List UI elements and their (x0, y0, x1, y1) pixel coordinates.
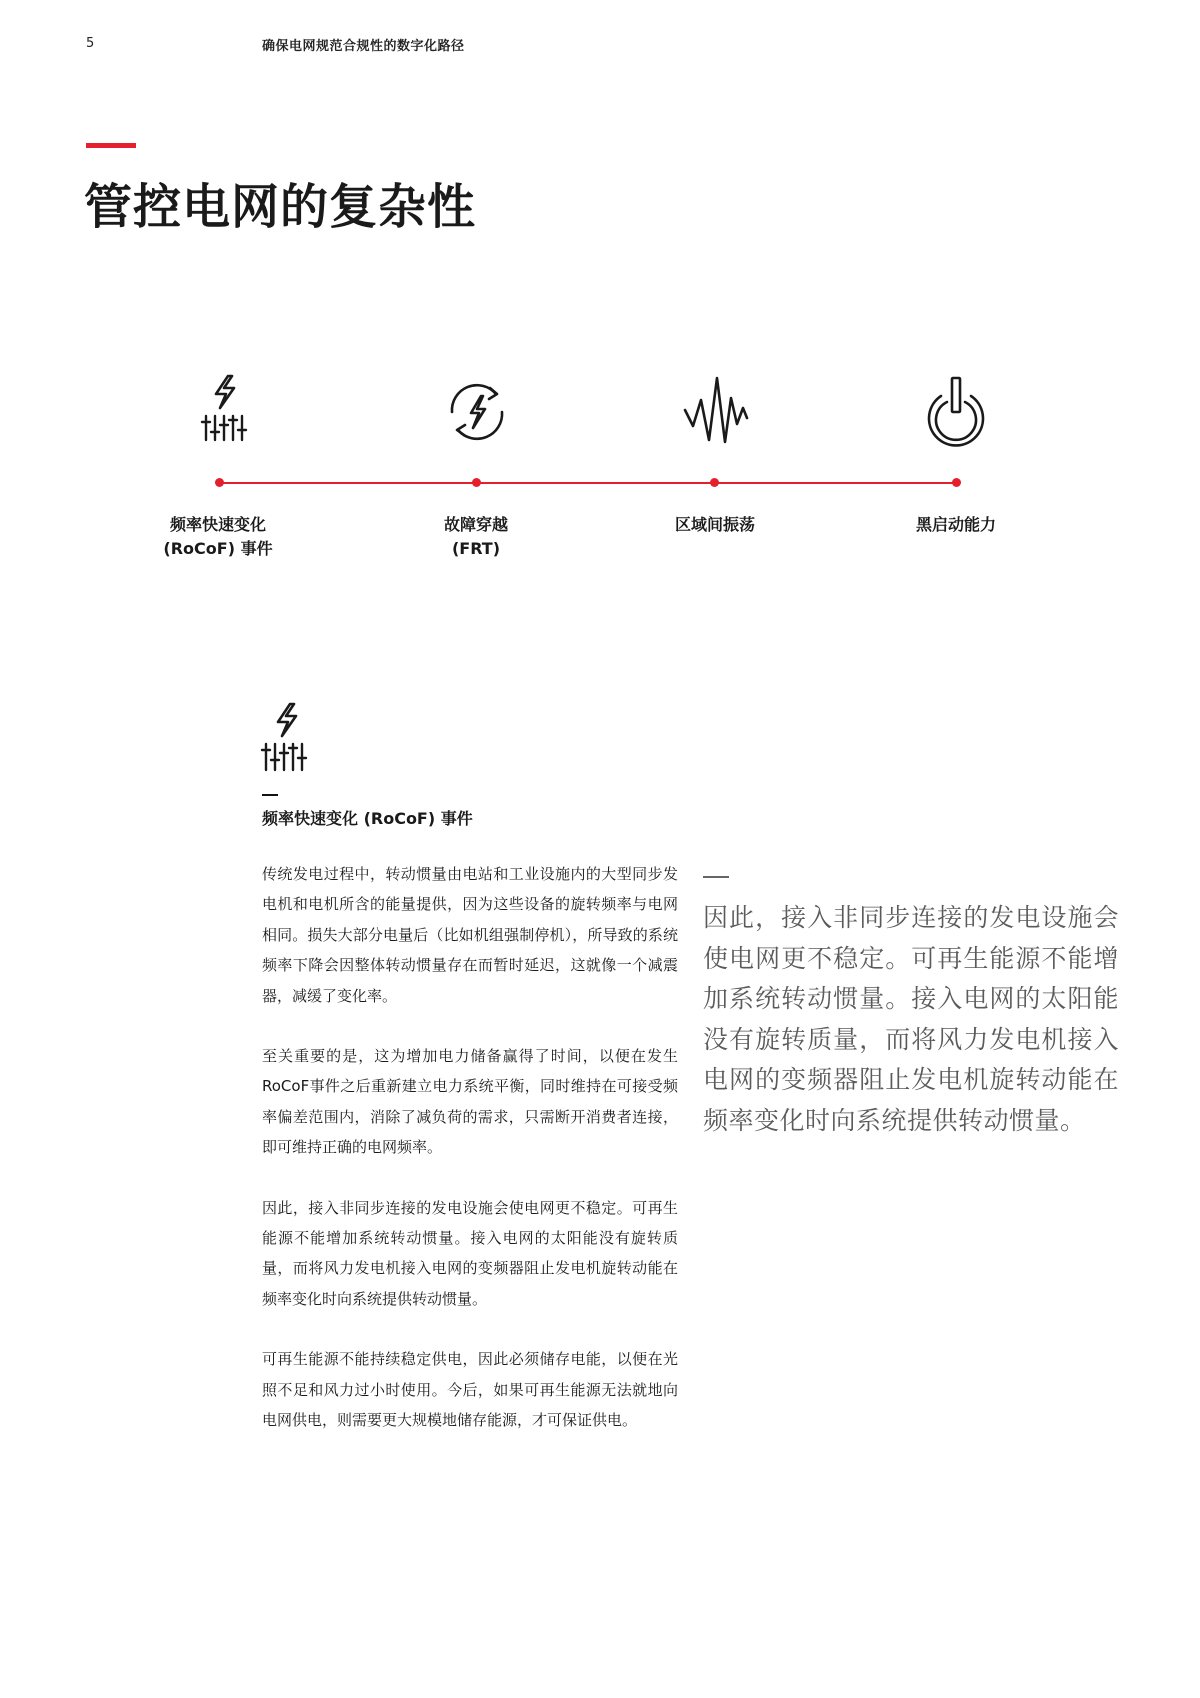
refresh-bolt-icon (432, 372, 522, 452)
paragraph: 可再生能源不能持续稳定供电，因此必须储存电能，以便在光照不足和风力过小时使用。今后，如果可再生能源无法就地向电网供电，则需要更大规模地储存能源，才可保证供电。 (262, 1350, 678, 1430)
page-number: 5 (86, 36, 95, 51)
pull-quote: 因此，接入非同步连接的发电设施会使电网更不稳定。可再生能源不能增加系统转动惯量。接入电网的太阳能没有旋转质量，而将风力发电机接入电网的变频器阻止发电机旋转动能在频率变化时向系统提供转动惯量。 (703, 903, 1119, 1135)
title-accent-bar (86, 143, 136, 148)
section-heading: 频率快速变化 (RoCoF) 事件 (262, 809, 473, 828)
pull-quote-dash (703, 876, 729, 878)
timeline-line (218, 482, 954, 484)
timeline-dot (215, 478, 224, 487)
power-icon (911, 372, 1001, 452)
timeline-label-frt: 故障穿越 (FRT) (443, 515, 508, 558)
timeline-dot (952, 478, 961, 487)
oscillation-wave-icon (671, 372, 761, 452)
paragraph: 至关重要的是，这为增加电力储备赢得了时间，以便在发生RoCoF事件之后重新建立电力系统平衡，同时维持在可接受频率偏差范围内，消除了减负荷的需求，只需断开消费者连接，即可维持正确的电网频率。 (262, 1047, 678, 1157)
timeline-dot (472, 478, 481, 487)
timeline-label-black-start: 黑启动能力 (915, 515, 996, 534)
body-text (262, 859, 678, 1466)
timeline-dot (710, 478, 719, 487)
timeline-label-oscillation: 区域间振荡 (674, 515, 755, 534)
bolt-sliders-icon (182, 372, 272, 452)
running-title: 确保电网规范合规性的数字化路径 (262, 39, 465, 54)
timeline-label-rocof: 频率快速变化 (RoCoF) 事件 (163, 515, 273, 558)
paragraph: 因此，接入非同步连接的发电设施会使电网更不稳定。可再生能源不能增加系统转动惯量。接入电网的太阳能没有旋转质量，而将风力发电机接入电网的变频器阻止发电机旋转动能在频率变化时向系统提供转动惯量。 (262, 1198, 678, 1308)
bolt-sliders-icon (258, 700, 322, 780)
page-title: 管控电网的复杂性 (84, 179, 477, 235)
paragraph: 传统发电过程中，转动惯量由电站和工业设施内的大型同步发电机和电机所含的能量提供，因为这些设备的旋转频率与电网相同。损失大部分电量后（比如机组强制停机），所导致的系统频率下降会因整体转动惯量存在而暂时延迟，这就像一个减震器，减缓了变化率。 (262, 865, 678, 1005)
heading-dash (262, 794, 278, 796)
